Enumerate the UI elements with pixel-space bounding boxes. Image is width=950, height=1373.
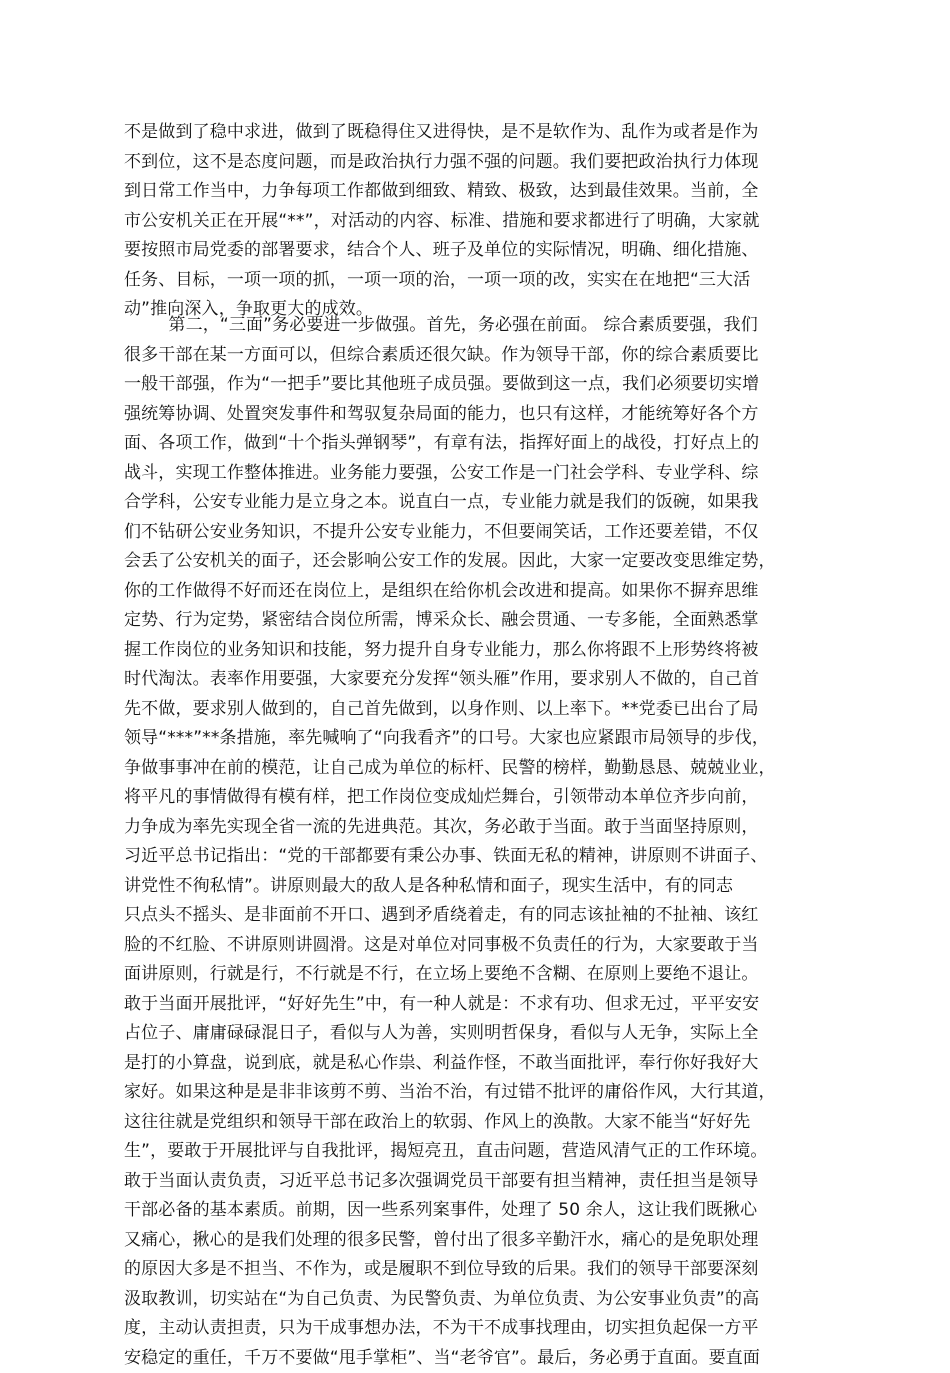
text-line: 干部必备的基本素质。前期，因一些系列案事件，处理了 50 余人，这让我们既揪心 [124,1196,776,1226]
text-line: 握工作岗位的业务知识和技能，努力提升自身专业能力，那么你将跟不上形势终将被 [124,636,776,666]
text-line: 敢于当面开展批评，“好好先生”中，有一种人就是：不求有功、但求无过，平平安安 [124,990,776,1020]
text-line: 要按照市局党委的部署要求，结合个人、班子及单位的实际情况，明确、细化措施、 [124,236,759,266]
text-line: 动”推向深入，争取更大的成效。 [124,295,759,325]
text-line: 度，主动认责担责，只为干成事想办法，不为干不成事找理由，切实担负起保一方平 [124,1314,776,1344]
text-line: 的原因大多是不担当、不作为，或是履职不到位导致的后果。我们的领导干部要深刻 [124,1255,776,1285]
text-line: 战斗，实现工作整体推进。业务能力要强，公安工作是一门社会学科、专业学科、综 [124,459,776,489]
paragraph-1 [124,118,759,325]
text-line: 任务、目标，一项一项的抓，一项一项的治，一项一项的改，实实在在地把“三大活 [124,266,759,296]
text-line: 会丢了公安机关的面子，还会影响公安工作的发展。因此，大家一定要改变思维定势， [124,547,776,577]
text-line: 是打的小算盘，说到底，就是私心作祟、利益作怪，不敢当面批评，奉行你好我好大 [124,1049,776,1079]
text-line: 生”，要敢于开展批评与自我批评，揭短亮丑，直击问题，营造风清气正的工作环境。 [124,1137,776,1167]
text-line: 定势、行为定势，紧密结合岗位所需，博采众长、融会贯通、一专多能，全面熟悉掌 [124,606,776,636]
text-line: 占位子、庸庸碌碌混日子，看似与人为善，实则明哲保身，看似与人无争，实际上全 [124,1019,776,1049]
text-line: 到日常工作当中，力争每项工作都做到细致、精致、极致，达到最佳效果。当前，全 [124,177,759,207]
text-line: 你的工作做得不好而还在岗位上，是组织在给你机会改进和提高。如果你不摒弃思维 [124,577,776,607]
text-line: 讲党性不徇私情”。讲原则最大的敌人是各种私情和面子，现实生活中，有的同志 [124,872,776,902]
text-line: 将平凡的事情做得有模有样，把工作岗位变成灿烂舞台，引领带动本单位齐步向前， [124,783,776,813]
text-line: 这往往就是党组织和领导干部在政治上的软弱、作风上的涣散。大家不能当“好好先 [124,1108,776,1138]
text-line: 习近平总书记指出：“党的干部都要有秉公办事、铁面无私的精神，讲原则不讲面子、 [124,842,776,872]
text-line: 时代淘汰。表率作用要强，大家要充分发挥“领头雁”作用，要求别人不做的，自己首 [124,665,776,695]
text-line: 一般干部强，作为“一把手”要比其他班子成员强。要做到这一点，我们必须要切实增 [124,370,776,400]
text-line: 们不钻研公安业务知识，不提升公安专业能力，不但要闹笑话，工作还要差错，不仅 [124,518,776,548]
text-line: 安稳定的重任，千万不要做“甩手掌柜”、当“老爷官”。最后，务必勇于直面。要直面 [124,1344,776,1373]
text-line: 不到位，这不是态度问题，而是政治执行力强不强的问题。我们要把政治执行力体现 [124,148,759,178]
paragraph-2 [124,311,776,1373]
text-line: 面、各项工作，做到“十个指头弹钢琴”，有章有法，指挥好面上的战役，打好点上的 [124,429,776,459]
text-line: 只点头不摇头、是非面前不开口、遇到矛盾绕着走，有的同志该扯袖的不扯袖、该红 [124,901,776,931]
text-line: 合学科，公安专业能力是立身之本。说直白一点，专业能力就是我们的饭碗，如果我 [124,488,776,518]
text-line: 市公安机关正在开展“**”，对活动的内容、标准、措施和要求都进行了明确，大家就 [124,207,759,237]
text-line: 先不做，要求别人做到的，自己首先做到，以身作则、以上率下。**党委已出台了局 [124,695,776,725]
text-line: 争做事事冲在前的模范，让自己成为单位的标杆、民警的榜样，勤勤恳恳、兢兢业业， [124,754,776,784]
text-line: 敢于当面认责负责，习近平总书记多次强调党员干部要有担当精神，责任担当是领导 [124,1167,776,1197]
text-line: 力争成为率先实现全省一流的先进典范。其次，务必敢于当面。敢于当面坚持原则， [124,813,776,843]
text-line: 又痛心，揪心的是我们处理的很多民警，曾付出了很多辛勤汗水，痛心的是免职处理 [124,1226,776,1256]
text-line: 强统筹协调、处置突发事件和驾驭复杂局面的能力，也只有这样，才能统筹好各个方 [124,400,776,430]
text-line: 领导“***”**条措施，率先喊响了“向我看齐”的口号。大家也应紧跟市局领导的步伐， [124,724,776,754]
text-line: 第二，“三面”务必要进一步做强。首先，务必强在前面。 综合素质要强，我们 [124,311,776,341]
text-line: 面讲原则，行就是行，不行就是不行，在立场上要绝不含糊、在原则上要绝不退让。 [124,960,776,990]
text-line: 家好。如果这种是是非非该剪不剪、当治不治，有过错不批评的庸俗作风，大行其道， [124,1078,776,1108]
text-line: 汲取教训，切实站在“为自己负责、为民警负责、为单位负责、为公安事业负责”的高 [124,1285,776,1315]
text-line: 很多干部在某一方面可以，但综合素质还很欠缺。作为领导干部，你的综合素质要比 [124,341,776,371]
text-line: 不是做到了稳中求进，做到了既稳得住又进得快，是不是软作为、乱作为或者是作为 [124,118,759,148]
text-line: 脸的不红脸、不讲原则讲圆滑。这是对单位对同事极不负责任的行为，大家要敢于当 [124,931,776,961]
